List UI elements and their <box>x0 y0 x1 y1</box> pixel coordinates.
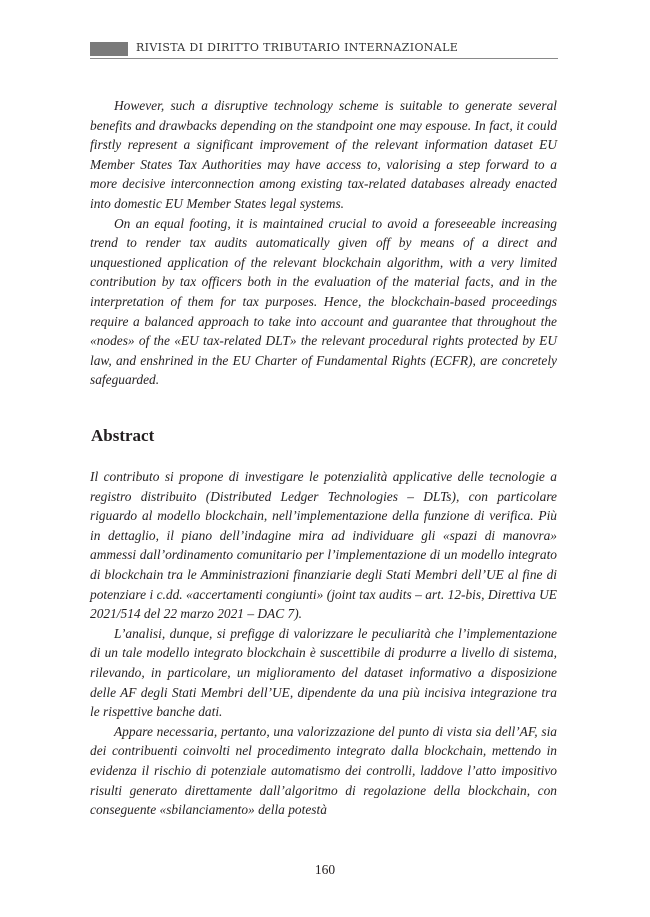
page-number: 160 <box>314 862 336 877</box>
summary-paragraph: However, such a disruptive technology scheme is suitable to generate several benefits and drawbacks depending on the standpoint one may espouse. In fact, it could firstly represent a significant improvement of the relevant information dataset EU Member States Tax Authorities may have access to, valorising a step forward to a more decisive interconnection among existing tax-related databases already enacted into domestic EU Member States legal systems. <box>90 98 557 211</box>
english-summary <box>90 96 557 390</box>
running-head: RIVISTA DI DIRITTO TRIBUTARIO INTERNAZIONALE <box>136 41 459 54</box>
abstract-heading: Abstract <box>91 426 155 445</box>
header-rule <box>90 58 558 59</box>
summary-paragraph: On an equal footing, it is maintained crucial to avoid a foreseeable increasing trend to render tax audits automatically given off by means of a direct and unquestioned application of the relevant blockchain algorithm, with a very limited contribution by tax officers both in the evaluation of the material facts, and in the interpretation of them for tax purposes. Hence, the blockchain-based proceedings require a balanced approach to take into account and guarantee that throughout the «nodes» of the «EU tax-related DLT» the relevant procedural rights protected by EU law, and enshrined in the EU Charter of Fundamental Rights (ECFR), are concretely safeguarded. <box>90 215 557 388</box>
abstract-paragraph: Appare necessaria, pertanto, una valorizzazione del punto di vista sia dell’AF, sia dei contribuenti coinvolti nel procedimento integrato dalla blockchain, mettendo in evidenza il rischio di potenziale automatismo dei controlli, laddove l’atto impositivo risulti generato direttamente dall’algoritmo di regolazione della blockchain, con conseguente «sbilanciamento» della potestà <box>90 723 557 818</box>
abstract-paragraph: L’analisi, dunque, si prefigge di valorizzare le peculiarità che l’implementazione di un tale modello integrato blockchain è suscettibile di produrre a livello di sistema, rilevando, in particolare, un miglioramento del dataset informativo a disposizione delle AF degli Stati Membri dell’UE, dipendente da una più incisiva integrazione tra le rispettive banche dati. <box>90 625 557 720</box>
abstract-paragraph: Il contributo si propone di investigare le potenzialità applicative delle tecnologie a registro distribuito (Distributed Ledger Technologies – DLTs), con particolare riguardo al modello blockchain, nell’implementazione della funzione di verifica. Più in dettaglio, il piano dell’indagine mira ad individuare gli «spazi di manovra» ammessi dall’ordinamento comunitario per l’implementazione di un modello integrato di blockchain tra le Amministrazioni finanziarie degli Stati Membri dell’UE al fine di potenziare i c.dd. «accertamenti congiunti» (joint tax audits – art. 12-bis, Direttiva UE 2021/514 del 22 marzo 2021 – DAC 7). <box>90 469 557 622</box>
abstract-body <box>90 467 557 820</box>
header-bar <box>90 42 128 56</box>
